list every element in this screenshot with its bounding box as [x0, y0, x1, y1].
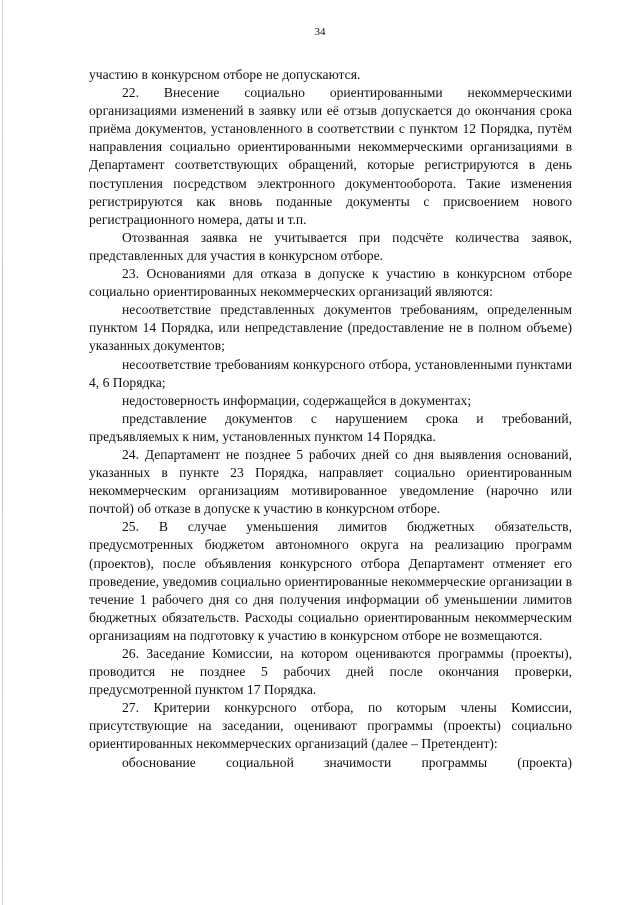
paragraph-26: 26. Заседание Комиссии, на котором оцениваются программы (проекты), проводится не позднее 5 рабочих дней после окончания проверки, предусмотренной пунктом 17 Порядка. [89, 646, 572, 698]
scan-edge-line [2, 0, 3, 905]
paragraph-22: 22. Внесение социально ориентированными некоммерческими организациями изменений в заявку или её отзыв допускается до окончания срока приёма документов, установленного в соответствии с пунктом 12 Порядка, путём направления социально ориентированными некоммерческими организациями в Департамент соответствующих обращений, которые регистрируются в день поступления посредством электронного документооборота. Такие изменения регистрируются как вновь поданные документы с присвоением нового регистрационного номера, даты и т.п. [89, 85, 572, 227]
list-item: несоответствие представленных документов требованиям, определенным пунктом 14 Порядка, или непредставление (предоставление не в полном объеме) указанных документов; [89, 302, 572, 354]
paragraph: Отозванная заявка не учитывается при подсчёте количества заявок, представленных для участия в конкурсном отборе. [89, 229, 572, 263]
document-body [89, 66, 572, 772]
paragraph-24: 24. Департамент не позднее 5 рабочих дней со дня выявления оснований, указанных в пункте 23 Порядка, направляет социально ориентированным некоммерческим организациям мотивированное уведомление (нарочно или почтой) об отказе в допуске к участию в конкурсном отборе. [89, 446, 572, 517]
list-item: представление документов с нарушением срока и требований, предъявляемых к ним, установленных пунктом 14 Порядка. [89, 410, 572, 444]
paragraph: участию в конкурсном отборе не допускаются. [89, 67, 361, 82]
list-item: недостоверность информации, содержащейся в документах; [122, 392, 472, 408]
paragraph-27: 27. Критерии конкурсного отбора, по которым члены Комиссии, присутствующие на заседании, оценивают программы (проекты) социально ориентированных некоммерческих организаций (далее – Претендент): [89, 700, 572, 752]
list-item: обоснование социальной значимости программы (проекта) [122, 754, 572, 770]
page-number: 34 [314, 26, 326, 38]
paragraph-23: 23. Основаниями для отказа в допуске к участию в конкурсном отборе социально ориентированных некоммерческих организаций являются: [89, 266, 572, 300]
list-item: несоответствие требованиям конкурсного отбора, установленными пунктами 4, 6 Порядка; [89, 356, 572, 390]
paragraph-25: 25. В случае уменьшения лимитов бюджетных обязательств, предусмотренных бюджетом автономного округа на реализацию программ (проектов), после объявления конкурсного отбора Департамент отменяет его проведение, уведомив социально ориентированные некоммерческие организации в течение 1 рабочего дня со дня получения информации об уменьшении лимитов бюджетных обязательств. Расходы социально ориентированным некоммерческим организациям на подготовку к участию в конкурсном отборе не возмещаются. [89, 519, 572, 643]
